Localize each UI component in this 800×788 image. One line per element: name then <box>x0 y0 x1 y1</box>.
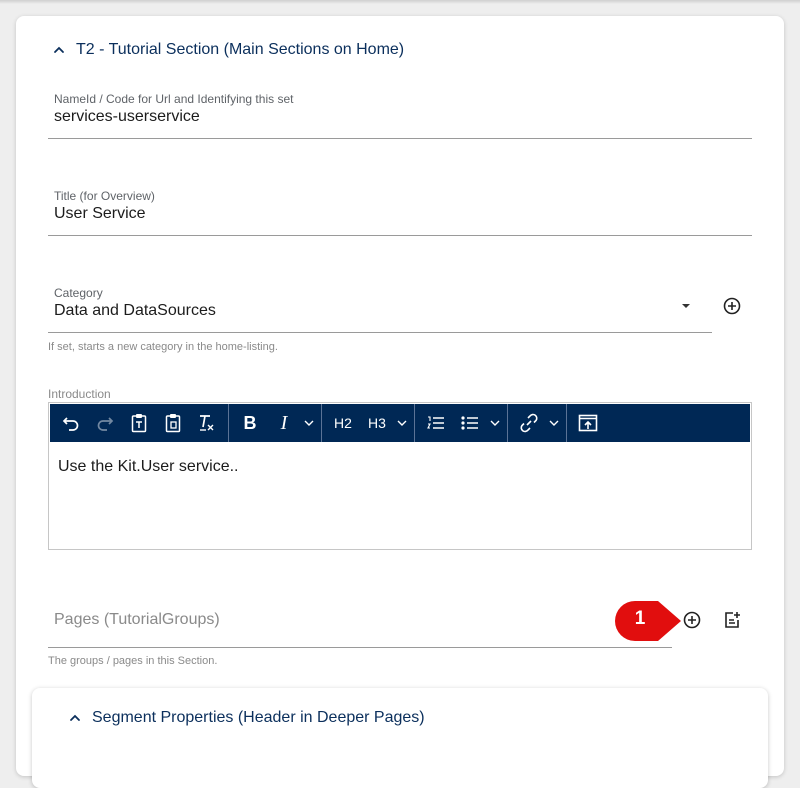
nameid-input[interactable]: services-userservice <box>54 108 200 125</box>
category-label: Category <box>54 286 103 300</box>
category-underline <box>48 332 712 333</box>
h3-button[interactable] <box>360 406 394 440</box>
format-group <box>229 404 322 442</box>
title-label: Title (for Overview) <box>54 189 155 203</box>
link-more-dropdown[interactable] <box>546 420 562 426</box>
title-input[interactable]: User Service <box>54 205 146 222</box>
paste-icon <box>165 413 181 433</box>
callout-number: 1 <box>634 608 646 629</box>
bullet-list-button[interactable] <box>453 406 487 440</box>
top-shadow <box>0 0 800 4</box>
list-group <box>415 404 508 442</box>
paste-text-button[interactable] <box>122 406 156 440</box>
clear-format-button[interactable] <box>190 406 224 440</box>
nameid-field[interactable] <box>48 88 752 140</box>
link-button[interactable] <box>512 406 546 440</box>
add-page-button[interactable] <box>678 606 706 634</box>
add-circle-icon <box>683 611 701 629</box>
pages-hint: The groups / pages in this Section. <box>48 655 218 667</box>
segment-properties-title: Segment Properties (Header in Deeper Pages) <box>92 709 425 726</box>
segment-properties-card <box>32 688 768 788</box>
pages-underline <box>48 647 672 648</box>
chevron-up-icon <box>68 711 82 725</box>
chevron-down-icon <box>304 420 314 426</box>
paste-text-icon <box>131 413 147 433</box>
italic-label: I <box>280 411 288 434</box>
title-underline <box>48 235 752 236</box>
open-fullscreen-button[interactable] <box>571 406 605 440</box>
heading-group <box>322 404 415 442</box>
h2-button[interactable] <box>326 406 360 440</box>
link-group <box>508 404 567 442</box>
category-hint: If set, starts a new category in the home-listing. <box>48 341 278 353</box>
heading-more-dropdown[interactable] <box>394 420 410 426</box>
introduction-label: Introduction <box>48 387 111 401</box>
title-field[interactable] <box>48 185 752 237</box>
add-note-button[interactable] <box>718 606 746 634</box>
editor-content[interactable]: Use the Kit.User service.. <box>58 458 239 475</box>
add-circle-icon <box>723 297 741 315</box>
section-title: T2 - Tutorial Section (Main Sections on Home) <box>76 41 405 58</box>
list-more-dropdown[interactable] <box>487 420 503 426</box>
undo-button[interactable] <box>54 406 88 440</box>
redo-icon <box>96 415 114 431</box>
chevron-down-icon <box>490 420 500 426</box>
pages-label: Pages (TutorialGroups) <box>54 611 220 628</box>
bullet-list-icon <box>461 415 479 431</box>
h3-label: H3 <box>368 415 386 431</box>
introduction-editor[interactable] <box>48 402 752 550</box>
editor-toolbar <box>50 404 750 442</box>
clear-format-icon <box>198 414 216 432</box>
chevron-down-icon <box>549 420 559 426</box>
link-icon <box>519 413 539 433</box>
section-header[interactable] <box>52 38 404 62</box>
bold-button[interactable] <box>233 406 267 440</box>
upload-icon <box>578 414 598 432</box>
category-value: Data and DataSources <box>54 302 216 319</box>
ordered-list-icon <box>427 415 445 431</box>
segment-properties-header[interactable] <box>68 709 425 727</box>
ordered-list-button[interactable] <box>419 406 453 440</box>
paste-button[interactable] <box>156 406 190 440</box>
redo-button[interactable] <box>88 406 122 440</box>
undo-icon <box>62 415 80 431</box>
bold-label: B <box>243 412 257 433</box>
dropdown-arrow-icon[interactable] <box>681 303 691 309</box>
h2-label: H2 <box>334 415 352 431</box>
format-more-dropdown[interactable] <box>301 420 317 426</box>
chevron-up-icon <box>52 43 66 57</box>
italic-button[interactable] <box>267 406 301 440</box>
add-category-button[interactable] <box>718 292 746 320</box>
fullscreen-group <box>567 404 609 442</box>
note-add-icon <box>723 611 741 629</box>
history-group <box>50 404 229 442</box>
chevron-down-icon <box>397 420 407 426</box>
nameid-underline <box>48 138 752 139</box>
category-select[interactable] <box>48 282 712 334</box>
nameid-label: NameId / Code for Url and Identifying this set <box>54 92 294 106</box>
